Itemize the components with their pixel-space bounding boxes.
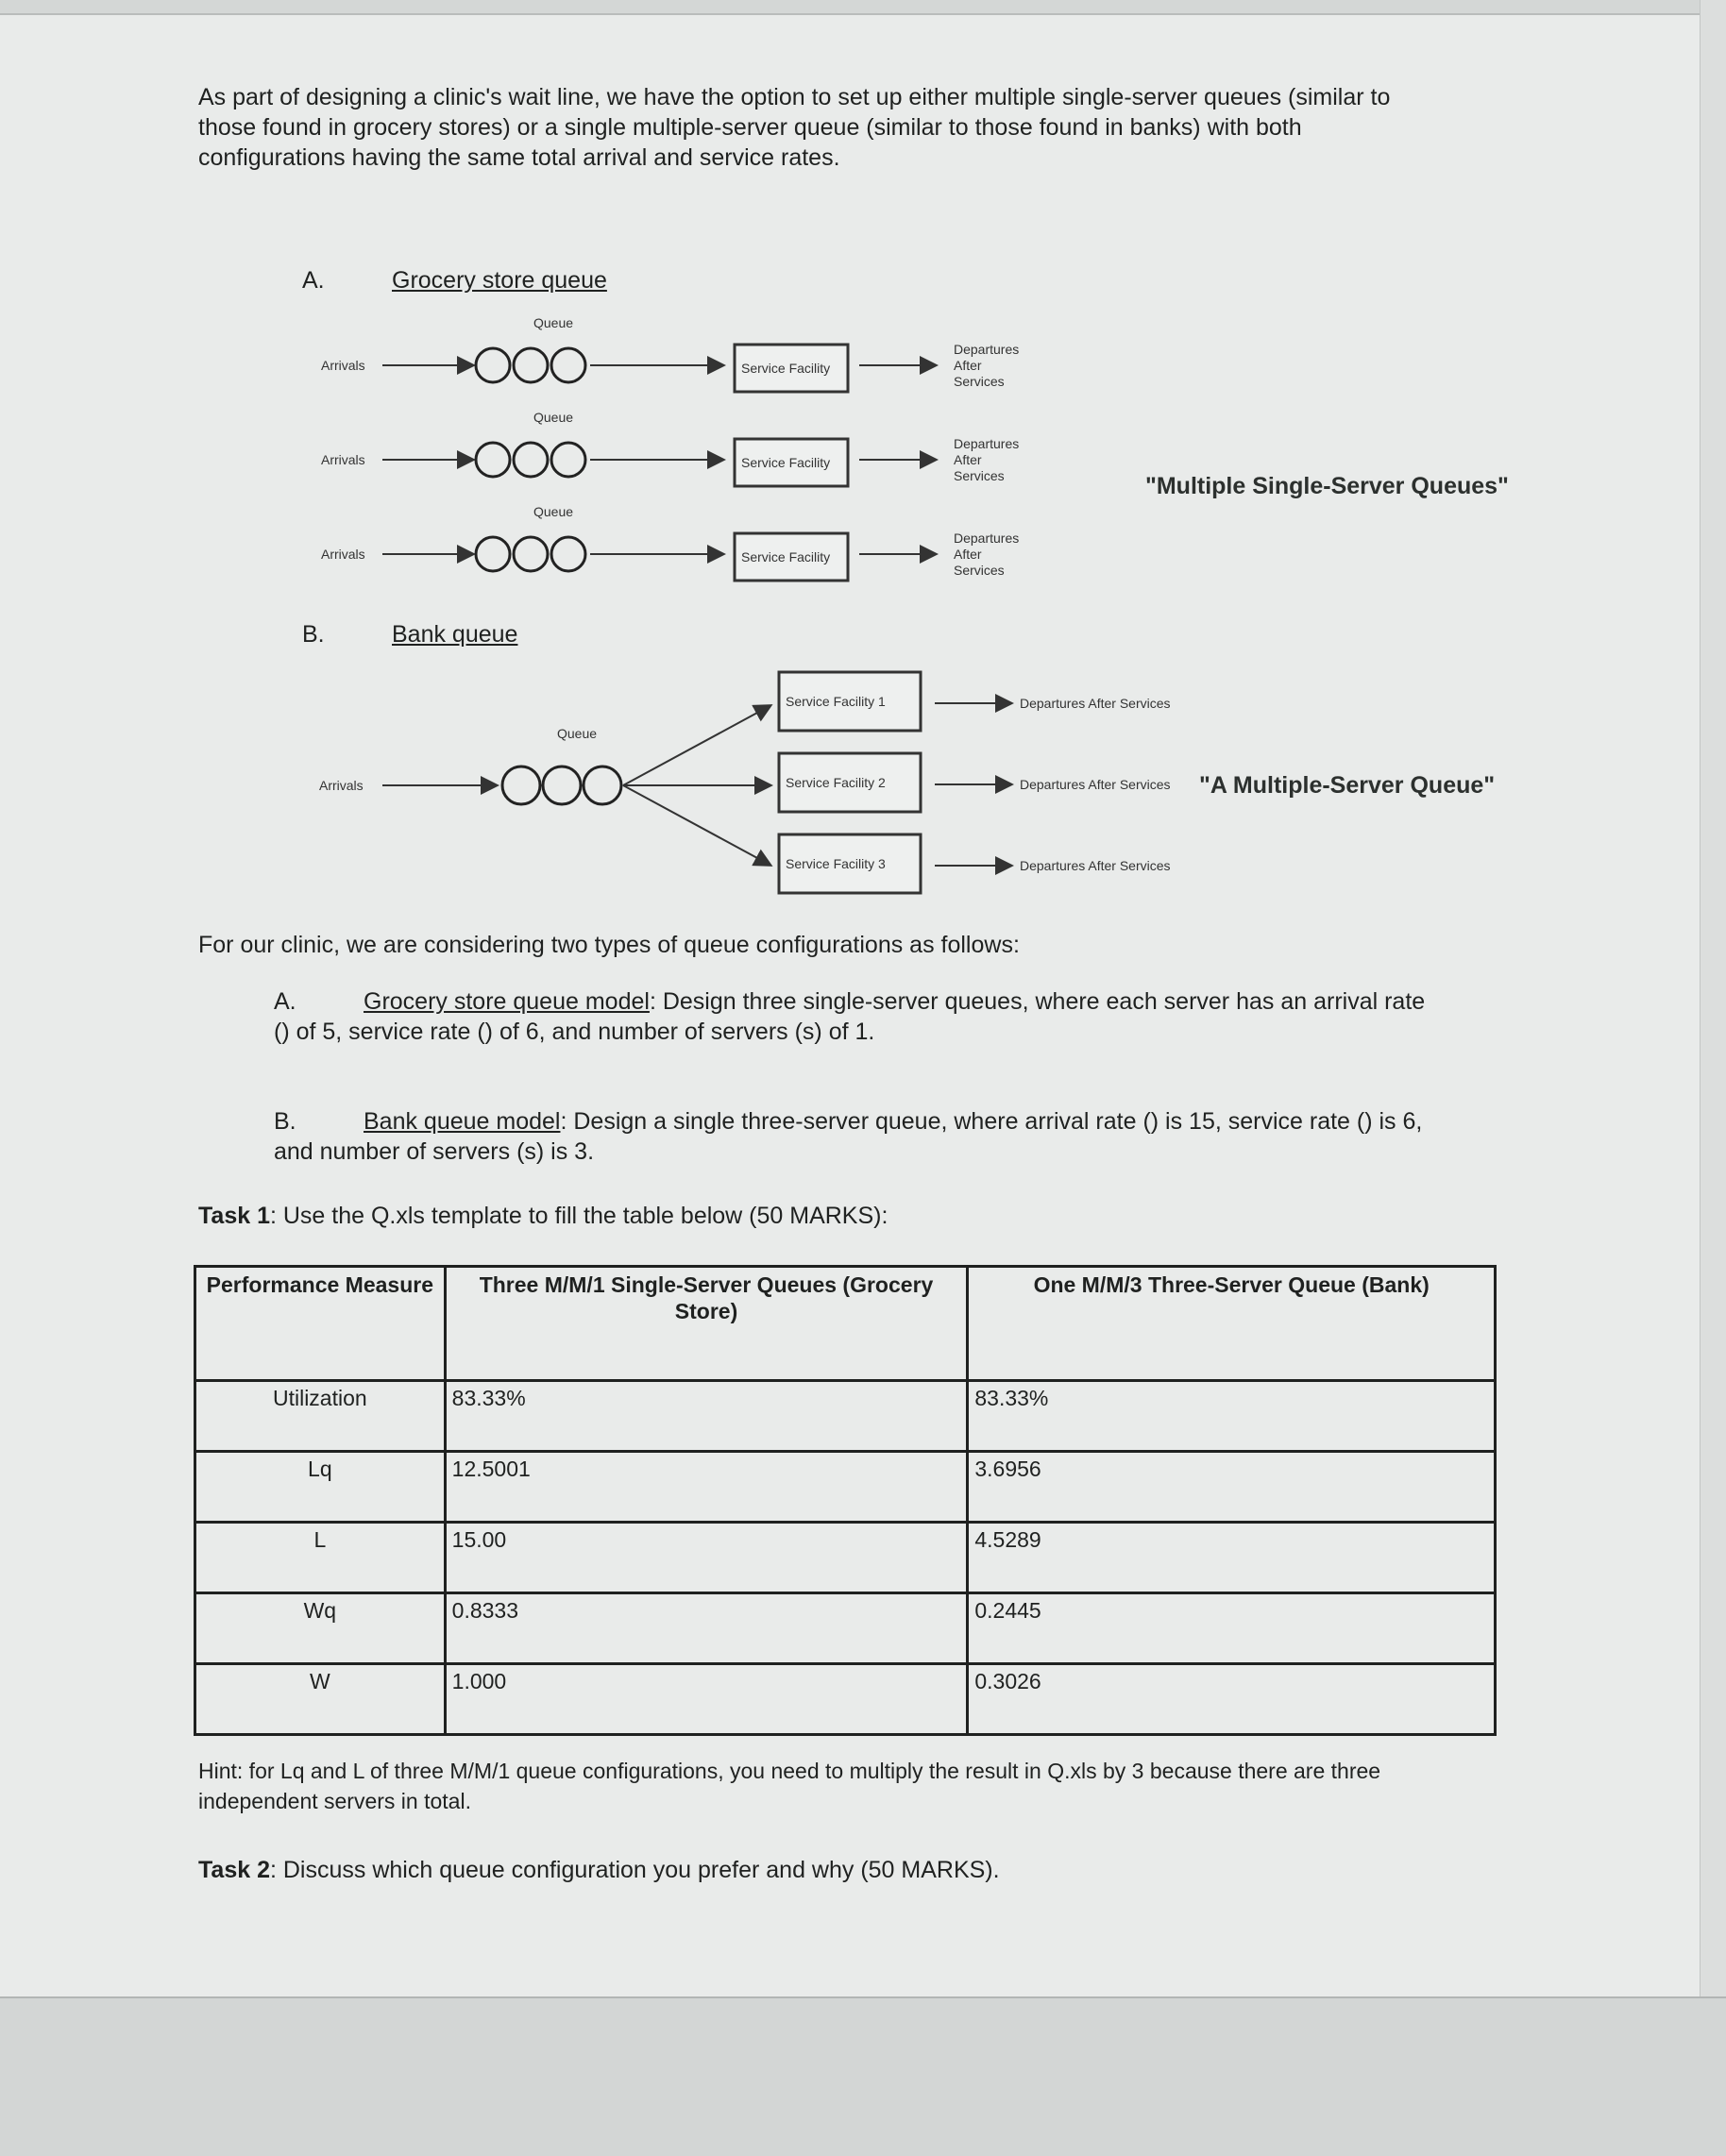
header-mm1: Three M/M/1 Single-Server Queues (Grocery Store) <box>445 1267 968 1381</box>
intro-paragraph: As part of designing a clinic's wait line, we have the option to set up either multiple single-server queues (similar to those found in grocery stores) or a single multiple-server queue (similar to those found in banks) with both configurations having the same total arrival and service rates. <box>198 84 1391 171</box>
departures-after: After <box>954 358 982 373</box>
section-a-heading <box>302 267 607 295</box>
mm3-value-cell[interactable]: 4.5289 <box>968 1523 1496 1593</box>
departures-label: Departures <box>954 342 1020 357</box>
queue-customer <box>551 348 585 382</box>
table-row <box>195 1452 1496 1523</box>
arrivals-label: Arrivals <box>321 547 365 562</box>
bottom-desk-edge <box>0 1996 1726 2156</box>
table-row <box>195 1593 1496 1664</box>
departures-services: Services <box>954 563 1005 578</box>
section-a-label: A. <box>302 267 325 294</box>
task-2-label: Task 2 <box>198 1857 270 1883</box>
mm1-value-cell[interactable]: 15.00 <box>445 1523 968 1593</box>
arrivals-label: Arrivals <box>321 452 365 467</box>
mm3-value-cell[interactable]: 0.2445 <box>968 1593 1496 1664</box>
grocery-queue-diagram <box>302 302 1152 614</box>
bank-queue-diagram <box>302 661 1209 925</box>
header-mm3: One M/M/3 Three-Server Queue (Bank) <box>968 1267 1496 1381</box>
bank-queue-customer <box>584 766 621 804</box>
grocery-row-1 <box>321 315 1019 392</box>
task-1-instruction <box>198 1201 888 1231</box>
table-row <box>195 1381 1496 1452</box>
mm1-value-cell[interactable]: 1.000 <box>445 1664 968 1735</box>
mm3-value-cell[interactable]: 83.33% <box>968 1381 1496 1452</box>
queue-label: Queue <box>533 410 574 425</box>
departures-services: Services <box>954 468 1005 483</box>
model-b-paragraph <box>274 1106 1445 1167</box>
queue-customer <box>551 537 585 571</box>
branch-arrow-3 <box>623 785 770 865</box>
service-facility-label: Service Facility <box>741 455 831 470</box>
mm1-value-cell[interactable]: 0.8333 <box>445 1593 968 1664</box>
measure-cell: Lq <box>195 1452 446 1523</box>
bank-arrivals-label: Arrivals <box>319 778 364 793</box>
bank-departures-3: Departures After Services <box>1020 858 1171 873</box>
departures-after: After <box>954 452 982 467</box>
mm1-value-cell[interactable]: 12.5001 <box>445 1452 968 1523</box>
bank-queue-label: Queue <box>557 726 598 741</box>
measure-cell: Wq <box>195 1593 446 1664</box>
table-row <box>195 1523 1496 1593</box>
bank-departures-2: Departures After Services <box>1020 777 1171 792</box>
section-b-label: B. <box>302 621 325 648</box>
model-a-label: A. <box>274 988 296 1015</box>
considering-paragraph: For our clinic, we are considering two types of queue configurations as follows: <box>198 932 1020 958</box>
model-b-title: Bank queue model <box>364 1108 561 1135</box>
section-b-title: Bank queue <box>392 621 518 648</box>
branch-arrow-1 <box>623 706 770 785</box>
table-row <box>195 1664 1496 1735</box>
mm1-value-cell[interactable]: 83.33% <box>445 1381 968 1452</box>
mm3-value-cell[interactable]: 3.6956 <box>968 1452 1496 1523</box>
queue-customer <box>476 348 510 382</box>
service-facility-3-label: Service Facility 3 <box>786 856 886 871</box>
departures-label: Departures <box>954 531 1020 546</box>
task-2-instruction <box>198 1855 1000 1885</box>
measure-cell: L <box>195 1523 446 1593</box>
performance-table <box>194 1265 1497 1736</box>
top-toolbar-edge <box>0 0 1726 15</box>
service-facility-label: Service Facility <box>741 549 831 564</box>
queue-label: Queue <box>533 315 574 330</box>
service-facility-2-label: Service Facility 2 <box>786 775 886 790</box>
departures-services: Services <box>954 374 1005 389</box>
arrivals-label: Arrivals <box>321 358 365 373</box>
hint-paragraph: Hint: for Lq and L of three M/M/1 queue configurations, you need to multiply the result in Q.xls by 3 because there are three independent servers in total. <box>198 1759 1381 1813</box>
queue-customer <box>476 443 510 477</box>
queue-label: Queue <box>533 504 574 519</box>
section-a-title: Grocery store queue <box>392 267 607 294</box>
model-b-text: : Design a single three-server queue, where arrival rate () is 15, service rate () is 6, and number of servers (s) is 3. <box>274 1108 1423 1165</box>
queue-customer <box>551 443 585 477</box>
model-a-paragraph <box>274 986 1445 1047</box>
queue-customer <box>514 348 548 382</box>
departures-after: After <box>954 547 982 562</box>
model-a-title: Grocery store queue model <box>364 988 650 1015</box>
departures-label: Departures <box>954 436 1020 451</box>
queue-customer <box>514 537 548 571</box>
model-a-text: : Design three single-server queues, where each server has an arrival rate () of 5, service rate () of 6, and number of servers (s) of 1. <box>274 988 1426 1045</box>
service-facility-1-label: Service Facility 1 <box>786 694 886 709</box>
bank-queue-customer <box>543 766 581 804</box>
queue-customer <box>514 443 548 477</box>
task-1-text: : Use the Q.xls template to fill the table below (50 MARKS): <box>269 1203 888 1229</box>
right-grid-edge <box>1700 0 1726 2154</box>
header-performance-measure: Performance Measure <box>195 1267 446 1381</box>
service-facility-label: Service Facility <box>741 361 831 376</box>
grocery-row-3 <box>321 504 1019 581</box>
model-b-label: B. <box>274 1108 296 1135</box>
table-header-row <box>195 1267 1496 1381</box>
queue-customer <box>476 537 510 571</box>
section-b-heading <box>302 621 517 648</box>
measure-cell: Utilization <box>195 1381 446 1452</box>
bank-caption: "A Multiple-Server Queue" <box>1199 772 1496 799</box>
grocery-caption: "Multiple Single-Server Queues" <box>1145 473 1509 499</box>
bank-departures-1: Departures After Services <box>1020 696 1171 711</box>
measure-cell: W <box>195 1664 446 1735</box>
task-1-label: Task 1 <box>198 1203 270 1229</box>
task-2-text: : Discuss which queue configuration you prefer and why (50 MARKS). <box>269 1857 1000 1883</box>
bank-queue-customer <box>502 766 540 804</box>
grocery-row-2 <box>321 410 1019 486</box>
mm3-value-cell[interactable]: 0.3026 <box>968 1664 1496 1735</box>
